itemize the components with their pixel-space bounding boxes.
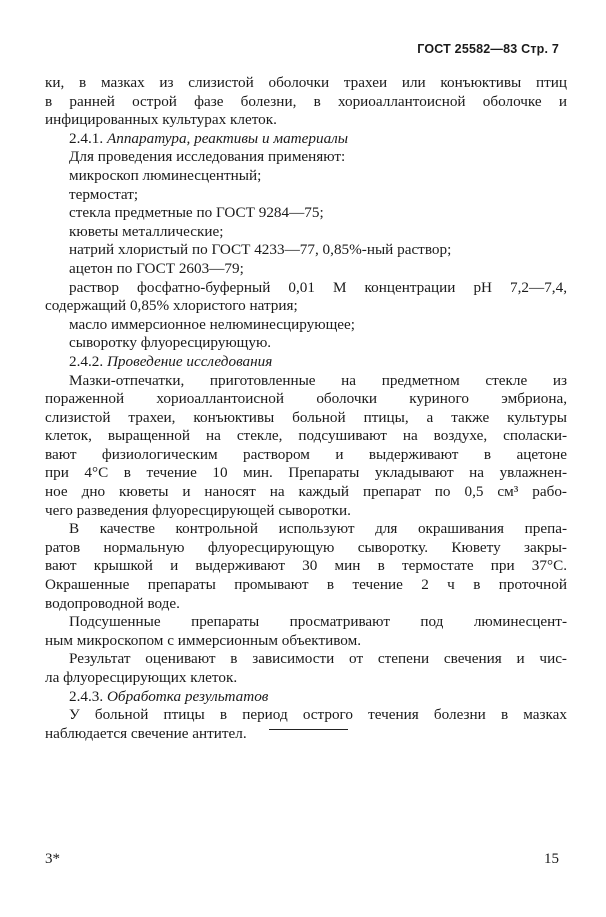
- text-line: вают крышкой и выдерживают 30 мин в термостате при 37°С.: [45, 557, 567, 575]
- document-body: [45, 74, 567, 743]
- text-line: слизистой трахеи, конъюктивы больной птицы, а также культуры: [45, 408, 567, 426]
- text-line: кюветы металлические;: [69, 222, 224, 240]
- text-line: раствор фосфатно-буферный 0,01 М концентрации рН 7,2—7,4,: [69, 278, 567, 296]
- text-line: инфицированных культурах клеток.: [45, 111, 277, 129]
- text-line: ратов нормальную флуоресцирующую сыворотку. Кювету закры-: [45, 538, 567, 556]
- text-line: ки, в мазках из слизистой оболочки трахеи или конъюктивы птиц: [45, 74, 567, 91]
- text-line: сыворотку флуоресцирующую.: [69, 334, 272, 352]
- text-line: Подсушенные препараты просматривают под люминесцент-: [69, 613, 567, 631]
- text-line: В качестве контрольной используют для окрашивания препа-: [69, 520, 567, 538]
- text-line: ла флуоресцирующих клеток.: [45, 669, 238, 686]
- text-line: чего разведения флуоресцирующей сыворотки.: [45, 501, 351, 519]
- text-line: Результат оценивают в зависимости от степени свечения и чис-: [69, 650, 567, 668]
- text-line: Окрашенные препараты промывают в течение 2 ч в проточной: [45, 576, 567, 594]
- text-line: натрий хлористый по ГОСТ 4233—77, 0,85%-ный раствор;: [69, 241, 452, 259]
- text-line: содержащий 0,85% хлористого натрия;: [45, 297, 298, 315]
- text-line: 2.4.1. Аппаратура, реактивы и материалы: [69, 129, 349, 147]
- text-line: термостат;: [69, 185, 139, 203]
- text-line: наблюдается свечение антител.: [45, 724, 247, 742]
- page-header: ГОСТ 25582—83 Стр. 7: [417, 42, 559, 56]
- text-line: 2.4.2. Проведение исследования: [69, 352, 273, 370]
- text-line: клеток, выращенной на стекле, подсушивают на воздухе, споласки-: [45, 427, 567, 445]
- text-line: ацетон по ГОСТ 2603—79;: [69, 259, 244, 277]
- text-line: микроскоп люминесцентный;: [69, 166, 262, 184]
- separator-rule: [269, 729, 348, 730]
- text-line: вают физиологическим раствором и выдерживают в ацетоне: [45, 445, 567, 463]
- text-line: Для проведения исследования применяют:: [69, 148, 346, 166]
- text-line: водопроводной воде.: [45, 594, 180, 612]
- text-line: стекла предметные по ГОСТ 9284—75;: [69, 204, 324, 222]
- text-line: Мазки-отпечатки, приготовленные на предметном стекле из: [69, 371, 567, 389]
- text-line: ное дно кюветы и наносят на каждый препарат по 0,5 см³ рабо-: [45, 483, 567, 501]
- page-number: 15: [544, 851, 559, 867]
- text-line: ным микроскопом с иммерсионным объективом.: [45, 631, 362, 649]
- text-line: при 4°С в течение 10 мин. Препараты укладывают на увлажнен-: [45, 464, 567, 482]
- signature-mark: 3*: [45, 851, 60, 867]
- text-line: У больной птицы в период острого течения болезни в мазках: [69, 706, 567, 724]
- text-line: пораженной хориоаллантоисной оболочки куриного эмбриона,: [45, 390, 567, 408]
- text-line: в ранней острой фазе болезни, в хориоаллантоисной оболочке и: [45, 92, 567, 110]
- text-line: масло иммерсионное нелюминесцирующее;: [69, 315, 355, 333]
- text-line: 2.4.3. Обработка результатов: [69, 687, 269, 705]
